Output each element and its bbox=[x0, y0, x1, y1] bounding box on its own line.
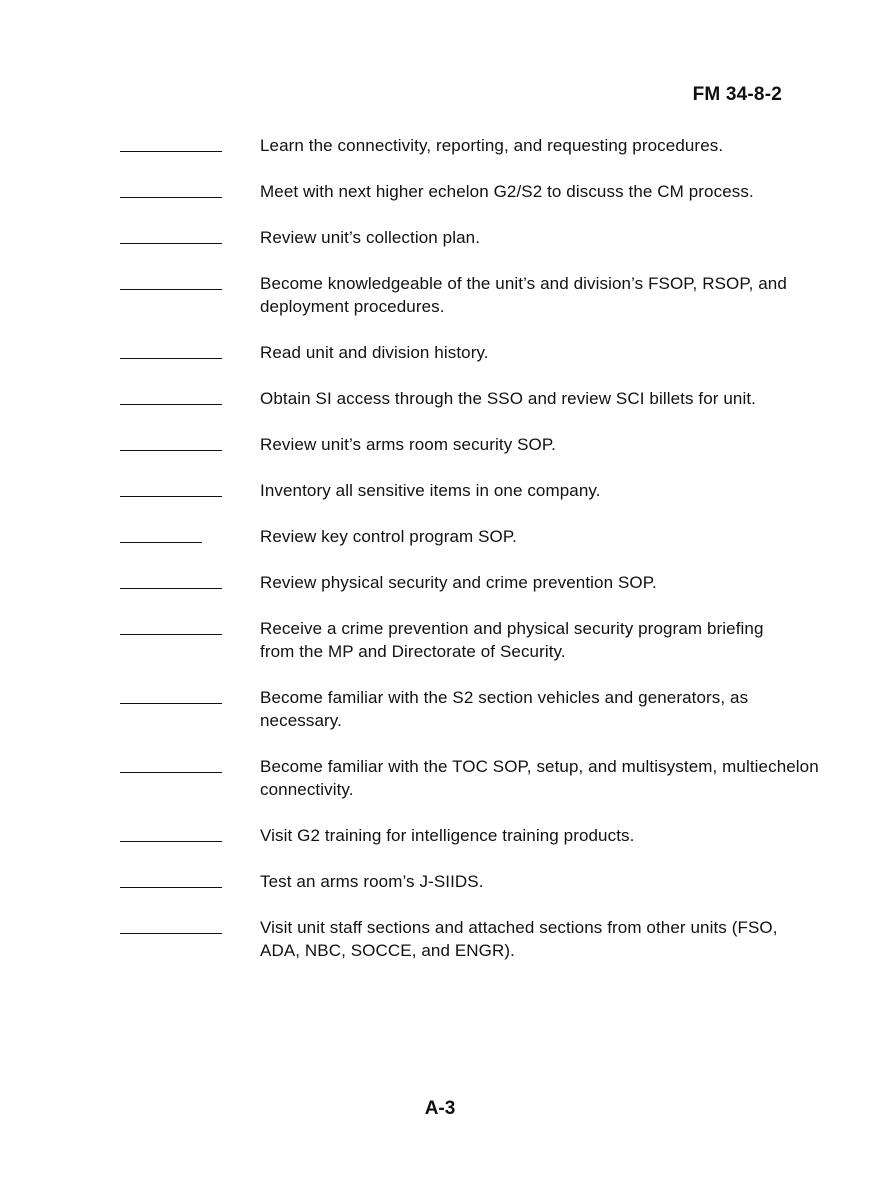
checkoff-blank[interactable] bbox=[120, 289, 222, 290]
checkoff-blank[interactable] bbox=[120, 887, 222, 888]
checklist-item bbox=[0, 571, 880, 594]
checklist-item-text: Review physical security and crime prevention SOP. bbox=[260, 573, 657, 592]
checkoff-blank[interactable] bbox=[120, 772, 222, 773]
checkoff-blank[interactable] bbox=[120, 243, 222, 244]
checklist-item-text: Become familiar with the TOC SOP, setup, and multisystem, multiechelon connectivity. bbox=[260, 757, 819, 799]
checklist-item bbox=[0, 755, 880, 801]
checklist-item bbox=[0, 525, 880, 548]
document-code: FM 34-8-2 bbox=[692, 84, 782, 105]
checkoff-blank[interactable] bbox=[120, 197, 222, 198]
checklist-item-text: Test an arms room’s J-SIIDS. bbox=[260, 872, 484, 891]
checklist-item bbox=[0, 686, 880, 732]
checklist-item bbox=[0, 272, 880, 318]
checklist-item bbox=[0, 433, 880, 456]
page-number: A-3 bbox=[424, 1098, 456, 1119]
checkoff-blank[interactable] bbox=[120, 496, 222, 497]
checklist-item-text: Become familiar with the S2 section vehicles and generators, as necessary. bbox=[260, 688, 749, 730]
checklist-item-text: Obtain SI access through the SSO and review SCI billets for unit. bbox=[260, 389, 756, 408]
checklist-item-text: Learn the connectivity, reporting, and requesting procedures. bbox=[260, 136, 724, 155]
checklist-item bbox=[0, 870, 880, 893]
checkoff-blank[interactable] bbox=[120, 450, 222, 451]
checklist-item-text: Receive a crime prevention and physical security program briefing from the MP and Directorate of Security. bbox=[260, 619, 764, 661]
checklist-item bbox=[0, 387, 880, 410]
checkoff-blank[interactable] bbox=[120, 542, 202, 543]
checklist-item bbox=[0, 226, 880, 249]
checklist-item bbox=[0, 479, 880, 502]
checkoff-blank[interactable] bbox=[120, 634, 222, 635]
checkoff-blank[interactable] bbox=[120, 588, 222, 589]
checklist-item-text: Visit G2 training for intelligence training products. bbox=[260, 826, 635, 845]
checkoff-blank[interactable] bbox=[120, 358, 222, 359]
checklist-item-text: Become knowledgeable of the unit’s and division’s FSOP, RSOP, and deployment procedures. bbox=[260, 274, 787, 316]
checkoff-blank[interactable] bbox=[120, 703, 222, 704]
checklist-item-text: Visit unit staff sections and attached sections from other units (FSO, ADA, NBC, SOCCE, and ENGR). bbox=[260, 918, 778, 960]
checkoff-blank[interactable] bbox=[120, 933, 222, 934]
checkoff-blank[interactable] bbox=[120, 404, 222, 405]
checklist-item bbox=[0, 134, 880, 157]
checklist-item-text: Read unit and division history. bbox=[260, 343, 489, 362]
checkoff-blank[interactable] bbox=[120, 841, 222, 842]
checklist-item bbox=[0, 916, 880, 962]
checklist-item-text: Inventory all sensitive items in one company. bbox=[260, 481, 601, 500]
checklist-item-text: Review key control program SOP. bbox=[260, 527, 517, 546]
checklist-item bbox=[0, 341, 880, 364]
checklist-item bbox=[0, 824, 880, 847]
checklist-item bbox=[0, 617, 880, 663]
checklist-item-text: Meet with next higher echelon G2/S2 to discuss the CM process. bbox=[260, 182, 754, 201]
checklist-item bbox=[0, 180, 880, 203]
checklist-item-text: Review unit’s arms room security SOP. bbox=[260, 435, 556, 454]
checkoff-blank[interactable] bbox=[120, 151, 222, 152]
checklist bbox=[0, 134, 880, 985]
checklist-item-text: Review unit’s collection plan. bbox=[260, 228, 481, 247]
